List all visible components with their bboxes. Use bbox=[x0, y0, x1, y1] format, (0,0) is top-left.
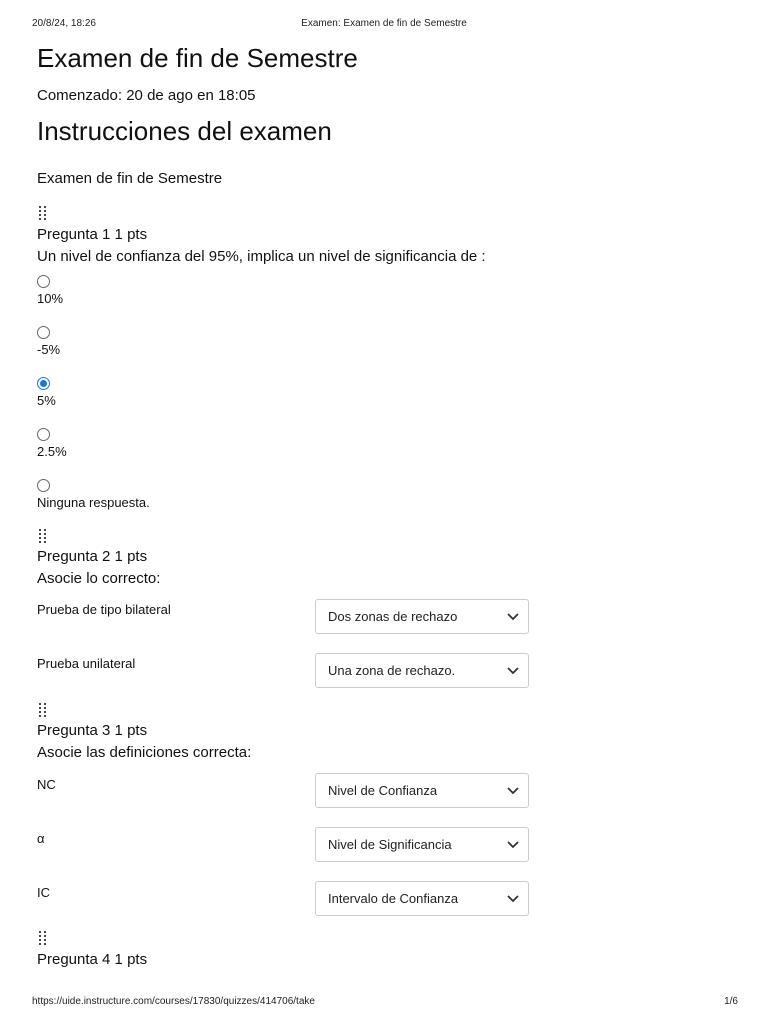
q1-option-radio-1[interactable] bbox=[37, 275, 50, 288]
chevron-down-icon bbox=[506, 893, 520, 905]
q3-match-select-1[interactable] bbox=[315, 773, 529, 808]
question-1-title: Pregunta 1 1 pts bbox=[37, 226, 148, 243]
drag-handle-icon[interactable] bbox=[38, 930, 48, 945]
chevron-down-icon bbox=[506, 839, 520, 851]
drag-handle-icon[interactable] bbox=[38, 702, 48, 717]
print-page-title: Examen: Examen de fin de Semestre bbox=[301, 18, 467, 29]
q1-option-label-2: -5% bbox=[37, 342, 61, 357]
q3-match-label-1: NC bbox=[37, 777, 56, 792]
q1-option-label-5: Ninguna respuesta. bbox=[37, 495, 150, 510]
q2-match-select-1[interactable] bbox=[315, 599, 529, 634]
q1-option-radio-3-selected[interactable] bbox=[37, 377, 50, 390]
q2-match-select-2[interactable] bbox=[315, 653, 529, 688]
select-value: Nivel de Significancia bbox=[328, 837, 452, 852]
select-value: Intervalo de Confianza bbox=[328, 891, 459, 906]
question-3-title: Pregunta 3 1 pts bbox=[37, 722, 148, 739]
q1-option-label-3: 5% bbox=[37, 393, 56, 408]
q1-option-radio-5[interactable] bbox=[37, 479, 50, 492]
quiz-started-time: Comenzado: 20 de ago en 18:05 bbox=[37, 87, 256, 104]
q2-match-label-1: Prueba de tipo bilateral bbox=[37, 602, 171, 617]
chevron-down-icon bbox=[506, 785, 520, 797]
question-2-text: Asocie lo correcto: bbox=[37, 570, 161, 587]
q3-match-select-3[interactable] bbox=[315, 881, 529, 916]
question-1-text: Un nivel de confianza del 95%, implica un nivel de significancia de : bbox=[37, 248, 486, 265]
print-page-number: 1/6 bbox=[724, 996, 738, 1007]
select-value: Dos zonas de rechazo bbox=[328, 609, 458, 624]
q1-option-radio-4[interactable] bbox=[37, 428, 50, 441]
print-url: https://uide.instructure.com/courses/17830/quizzes/414706/take bbox=[32, 996, 315, 1007]
q1-option-label-1: 10% bbox=[37, 291, 64, 306]
instructions-heading: Instrucciones del examen bbox=[37, 116, 332, 146]
drag-handle-icon[interactable] bbox=[38, 205, 48, 220]
chevron-down-icon bbox=[506, 665, 520, 677]
q3-match-label-3: IC bbox=[37, 885, 50, 900]
drag-handle-icon[interactable] bbox=[38, 528, 48, 543]
instructions-text: Examen de fin de Semestre bbox=[37, 170, 223, 187]
q3-match-select-2[interactable] bbox=[315, 827, 529, 862]
chevron-down-icon bbox=[506, 611, 520, 623]
q1-option-label-4: 2.5% bbox=[37, 444, 67, 459]
q1-option-radio-2[interactable] bbox=[37, 326, 50, 339]
question-4-title: Pregunta 4 1 pts bbox=[37, 951, 148, 968]
question-3-text: Asocie las definiciones correcta: bbox=[37, 744, 252, 761]
quiz-title: Examen de fin de Semestre bbox=[37, 43, 358, 73]
q3-match-label-2: α bbox=[37, 831, 45, 846]
q2-match-label-2: Prueba unilateral bbox=[37, 656, 136, 671]
print-date: 20/8/24, 18:26 bbox=[32, 18, 96, 29]
select-value: Una zona de rechazo. bbox=[328, 663, 456, 678]
question-2-title: Pregunta 2 1 pts bbox=[37, 548, 148, 565]
select-value: Nivel de Confianza bbox=[328, 783, 438, 798]
